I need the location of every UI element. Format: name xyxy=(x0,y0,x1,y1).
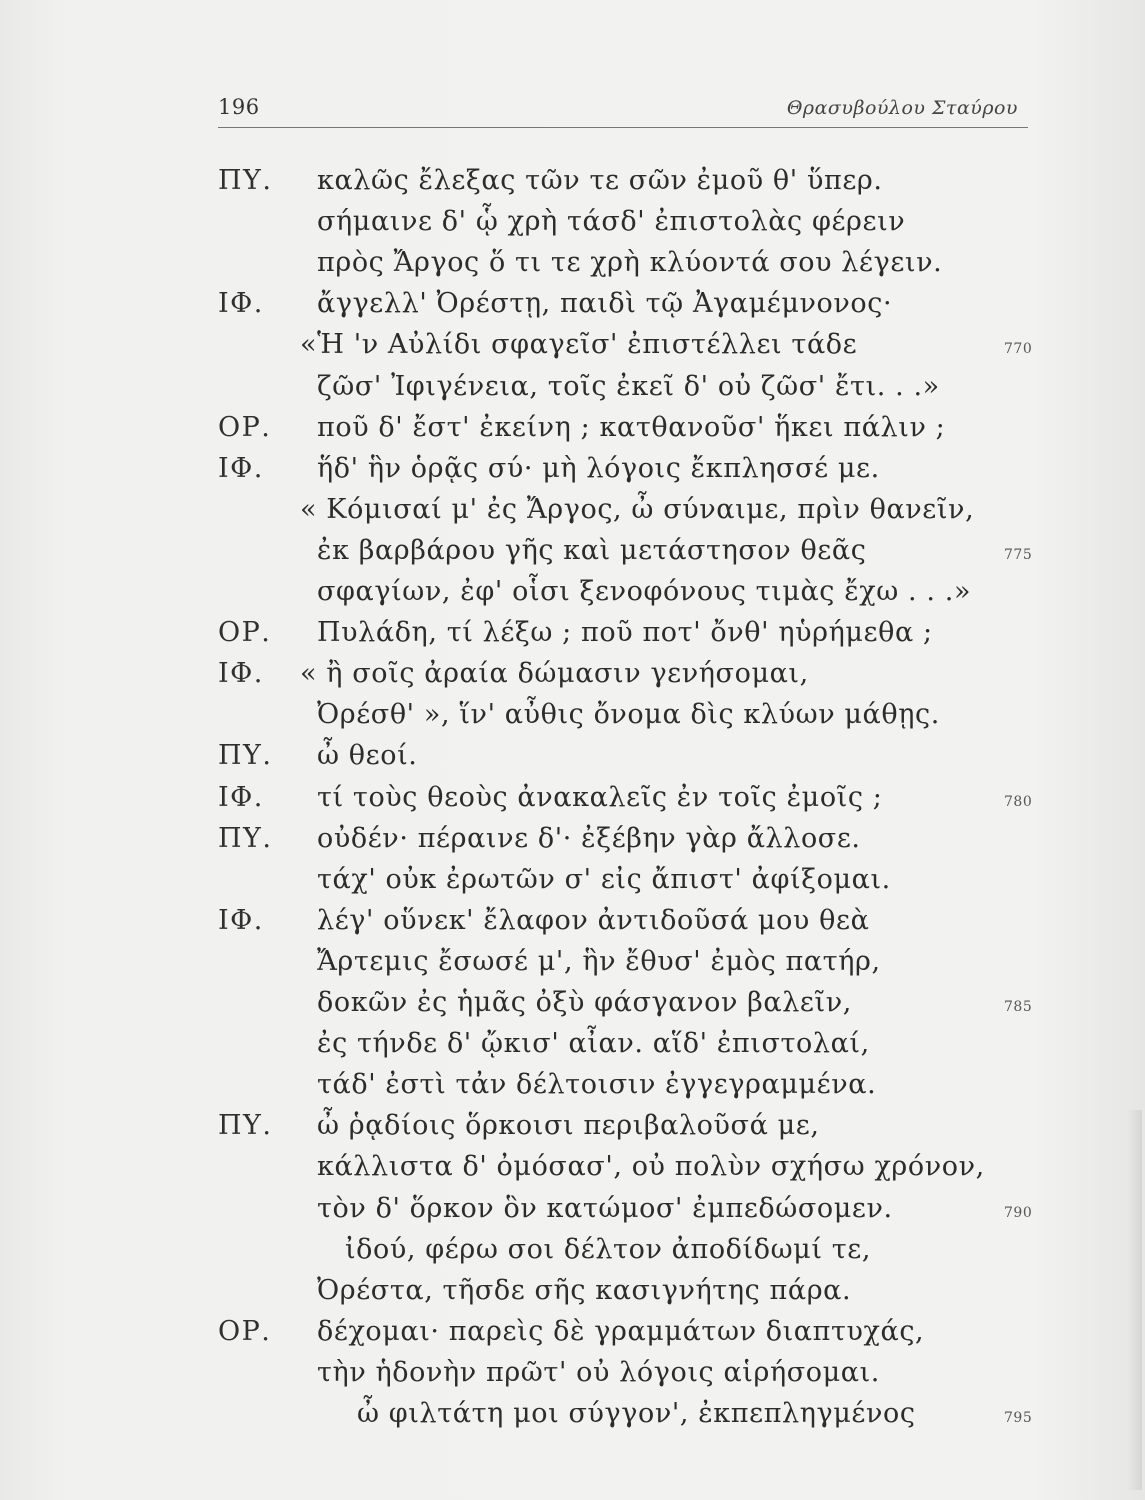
line-number: 775 xyxy=(1004,546,1033,563)
verse-text: Ἄρτεμις ἔσωσέ μ', ἣν ἔθυσ' ἐμὸς πατήρ, xyxy=(317,945,881,977)
verse-text: ἄγγελλ' Ὀρέστῃ, παιδὶ τῷ Ἀγαμέμνονος· xyxy=(317,288,893,320)
verse-text: τὸν δ' ὅρκον ὃν κατώμοσ' ἐμπεδώσομεν. xyxy=(317,1192,893,1224)
speaker-label: ΟΡ. xyxy=(218,1315,272,1347)
verse-text: κάλλιστα δ' ὀμόσασ', οὐ πολὺν σχήσω χρόνον, xyxy=(317,1151,985,1183)
speaker-label: ΠΥ. xyxy=(218,165,273,196)
verse-text: « ἢ σοῖς ἀραία δώμασιν γενήσομαι, xyxy=(300,658,809,690)
verse-text: οὐδέν· πέραινε δ'· ἐξέβην γὰρ ἄλλοσε. xyxy=(317,822,861,854)
verse-text: ἥδ' ἣν ὁρᾷς σύ· μὴ λόγοις ἔκπλησσέ με. xyxy=(317,452,880,484)
speaker-label: ΠΥ. xyxy=(218,1110,273,1142)
verse-text: σήμαινε δ' ᾧ χρὴ τάσδ' ἐπιστολὰς φέρειν xyxy=(317,206,906,238)
verse-text: ἰδού, φέρω σοι δέλτον ἀποδίδωμί τε, xyxy=(345,1233,872,1265)
running-head: Θρασυβούλου Σταύρου xyxy=(786,97,1018,119)
verse-text: Ὀρέσθ' », ἵν' αὖθις ὄνομα δὶς κλύων μάθῃς. xyxy=(317,699,940,731)
page-edge-shadow xyxy=(1128,1110,1142,1490)
verse-text: δοκῶν ἐς ἡμᾶς ὀξὺ φάσγανον βαλεῖν, xyxy=(317,987,852,1018)
verse-text: πρὸς Ἄργος ὅ τι τε χρὴ κλύοντά σου λέγειν. xyxy=(317,247,943,279)
line-number: 780 xyxy=(1004,793,1033,810)
speaker-label: ΟΡ. xyxy=(218,617,272,649)
verse-text: τάχ' οὐκ ἐρωτῶν σ' εἰς ἄπιστ' ἀφίξομαι. xyxy=(317,863,891,895)
verse-text: ποῦ δ' ἔστ' ἐκείνη ; κατθανοῦσ' ἥκει πάλιν ; xyxy=(317,411,946,443)
verse-text: δέχομαι· παρεὶς δὲ γραμμάτων διαπτυχάς, xyxy=(317,1315,925,1347)
line-number: 785 xyxy=(1004,999,1033,1015)
verse-text: τί τοὺς θεοὺς ἀνακαλεῖς ἐν τοῖς ἐμοῖς ; xyxy=(317,781,883,813)
verse-text: Ὀρέστα, τῆσδε σῆς κασιγνήτης πάρα. xyxy=(317,1274,852,1306)
verse-text: ζῶσ' Ἰφιγένεια, τοῖς ἐκεῖ δ' οὐ ζῶσ' ἔτι. . .» xyxy=(317,370,940,402)
verse-text: ὦ φιλτάτη μοι σύγγον', ἐκπεπληγμένος xyxy=(357,1398,916,1429)
speaker-label: ΠΥ. xyxy=(218,740,273,772)
line-number: 790 xyxy=(1004,1204,1033,1221)
verse-text: «Ἡ 'ν Αὐλίδι σφαγεῖσ' ἐπιστέλλει τάδε xyxy=(300,329,858,361)
verse-text: τάδ' ἐστὶ τἀν δέλτοισιν ἐγγεγραμμένα. xyxy=(317,1069,877,1101)
verse-text: ὦ θεοί. xyxy=(317,740,418,772)
speaker-label: ΠΥ. xyxy=(218,822,273,854)
speaker-label: ΙΦ. xyxy=(218,658,264,690)
line-number: 795 xyxy=(1004,1410,1033,1426)
verse-text: ὦ ῥᾳδίοις ὅρκοισι περιβαλοῦσά με, xyxy=(317,1110,820,1142)
verse-text: « Κόμισαί μ' ἐς Ἄργος, ὦ σύναιμε, πρὶν θανεῖν, xyxy=(300,493,975,525)
speaker-label: ΙΦ. xyxy=(218,904,264,936)
verse-text: λέγ' οὕνεκ' ἔλαφον ἀντιδοῦσά μου θεὰ xyxy=(317,904,870,936)
verse-text: καλῶς ἔλεξας τῶν τε σῶν ἐμοῦ θ' ὕπερ. xyxy=(317,165,883,196)
line-number: 770 xyxy=(1004,341,1033,358)
verse-text: τὴν ἡδονὴν πρῶτ' οὐ λόγοις αἱρήσομαι. xyxy=(317,1356,880,1388)
verse-text: σφαγίων, ἐφ' οἷσι ξενοφόνους τιμὰς ἔχω . . .» xyxy=(317,576,972,607)
page-number: 196 xyxy=(218,95,260,119)
verse-text: ἐς τήνδε δ' ᾤκισ' αἶαν. αἵδ' ἐπιστολαί, xyxy=(317,1028,870,1060)
verse-text: Πυλάδη, τί λέξω ; ποῦ ποτ' ὄνθ' ηὑρήμεθα ; xyxy=(317,617,933,649)
speaker-label: ΟΡ. xyxy=(218,411,272,443)
speaker-label: ΙΦ. xyxy=(218,781,264,813)
speaker-label: ΙΦ. xyxy=(218,452,264,484)
speaker-label: ΙΦ. xyxy=(218,288,264,320)
verse-text: ἐκ βαρβάρου γῆς καὶ μετάστησον θεᾶς xyxy=(317,534,867,566)
